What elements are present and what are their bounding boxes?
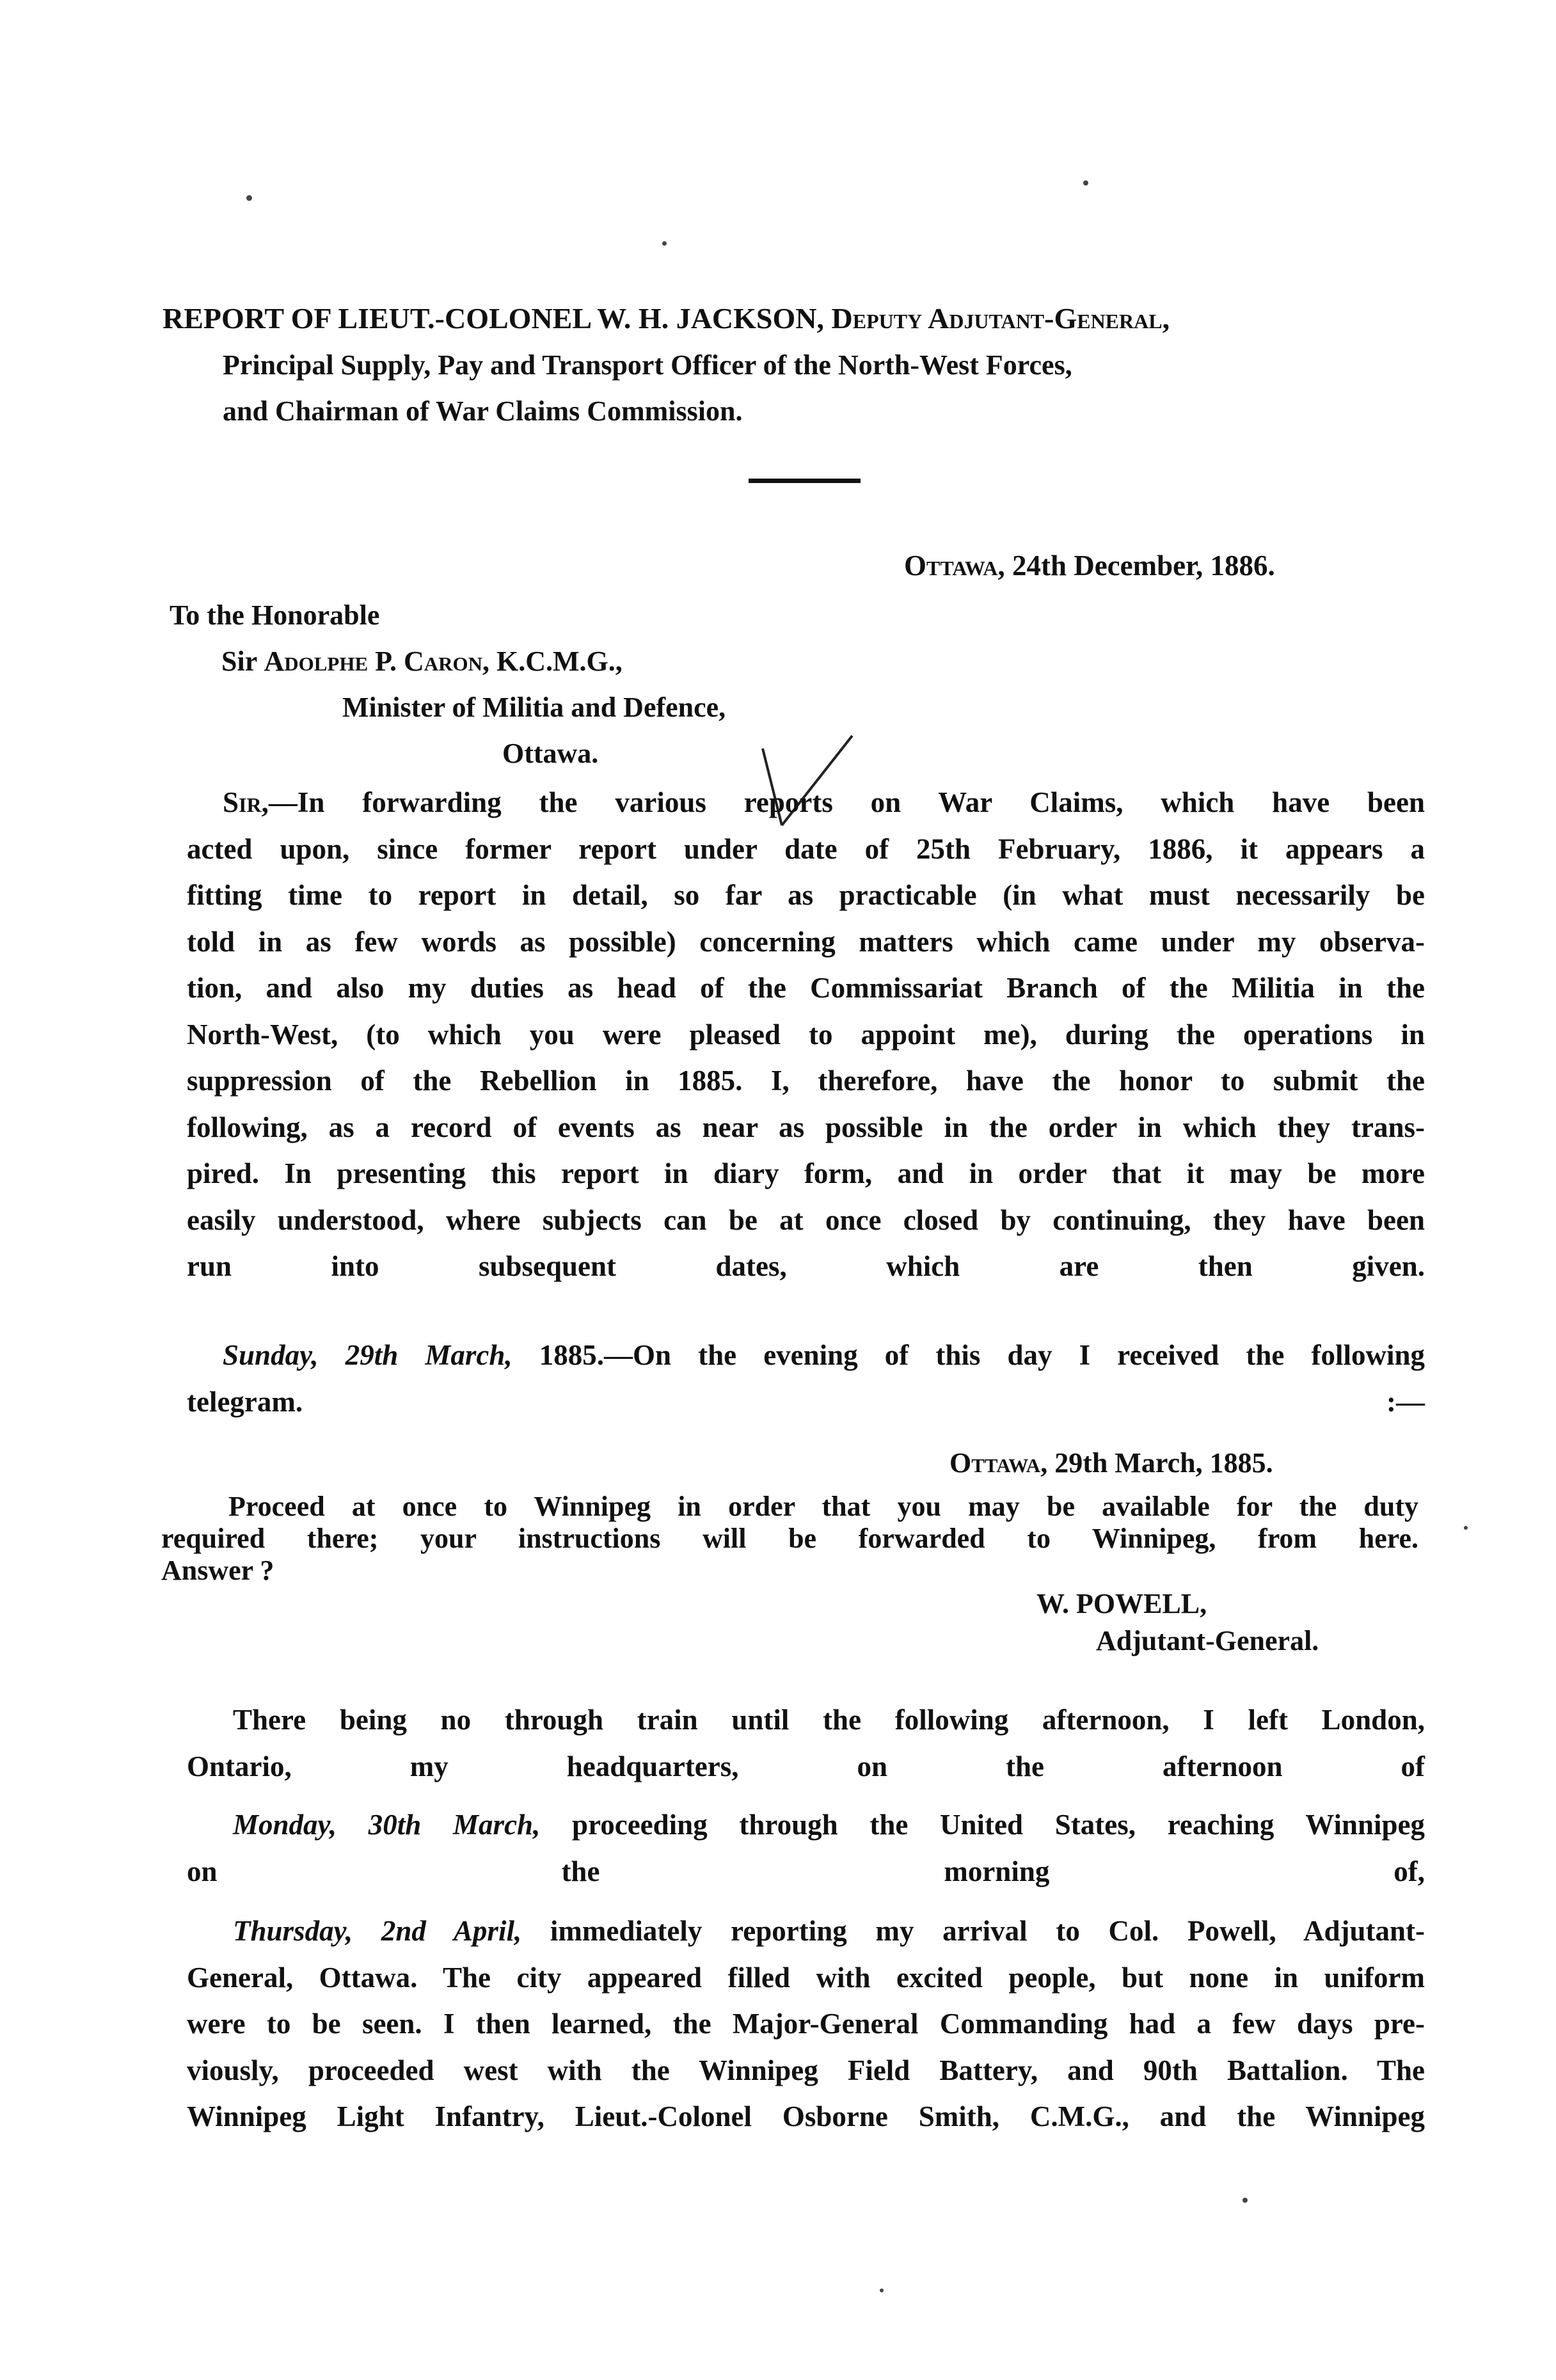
intro-paragraph bbox=[187, 779, 1425, 1290]
scan-speck bbox=[1464, 1526, 1468, 1530]
telegram-line-3: Answer ? bbox=[161, 1555, 274, 1586]
telegram-signature-name: W. POWELL, bbox=[1036, 1588, 1207, 1619]
sunday-line-1 bbox=[187, 1332, 1425, 1379]
report-title-line-2: Principal Supply, Pay and Transport Officer of the North-West Forces, bbox=[223, 349, 1072, 381]
monday-entry bbox=[187, 1802, 1425, 1894]
sunday-line-1-text: 1885.—On the evening of this day I received the following bbox=[512, 1339, 1425, 1371]
telegram-place: Ottawa bbox=[949, 1447, 1041, 1479]
telegram-body bbox=[161, 1491, 1418, 1587]
telegram-date: , 29th March, 1885. bbox=[1040, 1447, 1273, 1479]
scan-speck bbox=[880, 2289, 884, 2292]
intro-line-9: pired. In presenting this report in diary form, and in order that it may be more bbox=[187, 1157, 1425, 1189]
intro-line-1-text: —In forwarding the various reports on War Claims, which have been bbox=[268, 786, 1425, 818]
intro-line-1 bbox=[187, 779, 1425, 826]
scan-speck bbox=[662, 241, 667, 246]
address-name: Adolphe P. Caron bbox=[264, 646, 483, 677]
title-divider bbox=[749, 479, 861, 483]
thursday-entry bbox=[187, 1908, 1425, 2140]
report-title-rank: Deputy Adjutant-General, bbox=[831, 302, 1170, 335]
address-line-1: To the Honorable bbox=[170, 599, 380, 631]
thursday-line-2: General, Ottawa. The city appeared filled with excited people, but none in uniform bbox=[187, 1961, 1425, 1994]
telegram-dateline bbox=[949, 1447, 1273, 1479]
thursday-line-5: Winnipeg Light Infantry, Lieut.-Colonel Osborne Smith, C.M.G., and the Winnipeg bbox=[187, 2100, 1425, 2132]
thursday-line-3: were to be seen. I then learned, the Major-General Commanding had a few days pre- bbox=[187, 2008, 1425, 2040]
thursday-line-4: viously, proceeded west with the Winnipeg Field Battery, and 90th Battalion. The bbox=[187, 2054, 1425, 2086]
intro-line-7: suppression of the Rebellion in 1885. I, therefore, have the honor to submit the bbox=[187, 1065, 1425, 1097]
report-title-line-3: and Chairman of War Claims Commission. bbox=[223, 395, 743, 427]
monday-line-1-text: proceeding through the United States, reaching Winnipeg bbox=[540, 1809, 1425, 1841]
train-line-1: There being no through train until the following afternoon, I left London, bbox=[233, 1704, 1425, 1736]
dateline bbox=[904, 549, 1275, 582]
scan-speck bbox=[246, 195, 252, 201]
train-paragraph bbox=[187, 1697, 1425, 1789]
dateline-date: , 24th December, 1886. bbox=[997, 550, 1275, 582]
intro-line-4: told in as few words as possible) concerning matters which came under my observa- bbox=[187, 925, 1425, 958]
intro-line-5: tion, and also my duties as head of the Commissariat Branch of the Militia in the bbox=[187, 972, 1425, 1004]
thursday-line-1-text: immediately reporting my arrival to Col. Powell, Adjutant- bbox=[521, 1915, 1425, 1947]
telegram-line-1: Proceed at once to Winnipeg in order that you may be available for the duty bbox=[228, 1491, 1418, 1522]
scan-speck bbox=[1242, 2198, 1248, 2203]
report-title-line-1 bbox=[163, 299, 1170, 338]
telegram-signature-title: Adjutant-General. bbox=[1096, 1625, 1319, 1656]
scan-speck bbox=[1083, 180, 1088, 186]
train-line-2: Ontario, my headquarters, on the afternoon of bbox=[187, 1750, 1425, 1782]
intro-line-8: following, as a record of events as near as possible in the order in which they trans- bbox=[187, 1111, 1425, 1143]
thursday-date: Thursday, 2nd April, bbox=[233, 1915, 522, 1947]
monday-date: Monday, 30th March, bbox=[233, 1809, 541, 1841]
intro-line-10: easily understood, where subjects can be at once closed by continuing, they have been bbox=[187, 1203, 1425, 1236]
intro-line-2: acted upon, since former report under date of 25th February, 1886, it appears a bbox=[187, 832, 1425, 865]
report-title-main: REPORT OF LIEUT.-COLONEL W. H. JACKSON, bbox=[163, 302, 832, 335]
intro-line-6: North-West, (to which you were pleased to appoint me), during the operations in bbox=[187, 1018, 1425, 1051]
address-line-2 bbox=[221, 639, 623, 685]
monday-line-1 bbox=[187, 1802, 1425, 1848]
intro-line-3: fitting time to report in detail, so far as practicable (in what must necessarily be bbox=[187, 879, 1425, 911]
sunday-date: Sunday, 29th March, bbox=[223, 1339, 512, 1371]
intro-line-11: run into subsequent dates, which are then given. bbox=[187, 1250, 1425, 1282]
thursday-line-1 bbox=[187, 1908, 1425, 1955]
address-line-4: Ottawa. bbox=[502, 738, 599, 769]
salutation: Sir, bbox=[223, 786, 269, 818]
sunday-entry bbox=[187, 1332, 1425, 1425]
telegram-line-2: required there; your instructions will be forwarded to Winnipeg, from here. bbox=[161, 1523, 1418, 1554]
address-line-3: Minister of Militia and Defence, bbox=[342, 692, 726, 723]
sunday-line-2: telegram. :— bbox=[187, 1385, 1425, 1418]
dateline-place: Ottawa bbox=[904, 550, 998, 582]
address-honorific: Sir bbox=[221, 646, 264, 677]
monday-line-2: on the morning of, bbox=[187, 1855, 1425, 1887]
address-distinction: , K.C.M.G., bbox=[482, 646, 623, 677]
